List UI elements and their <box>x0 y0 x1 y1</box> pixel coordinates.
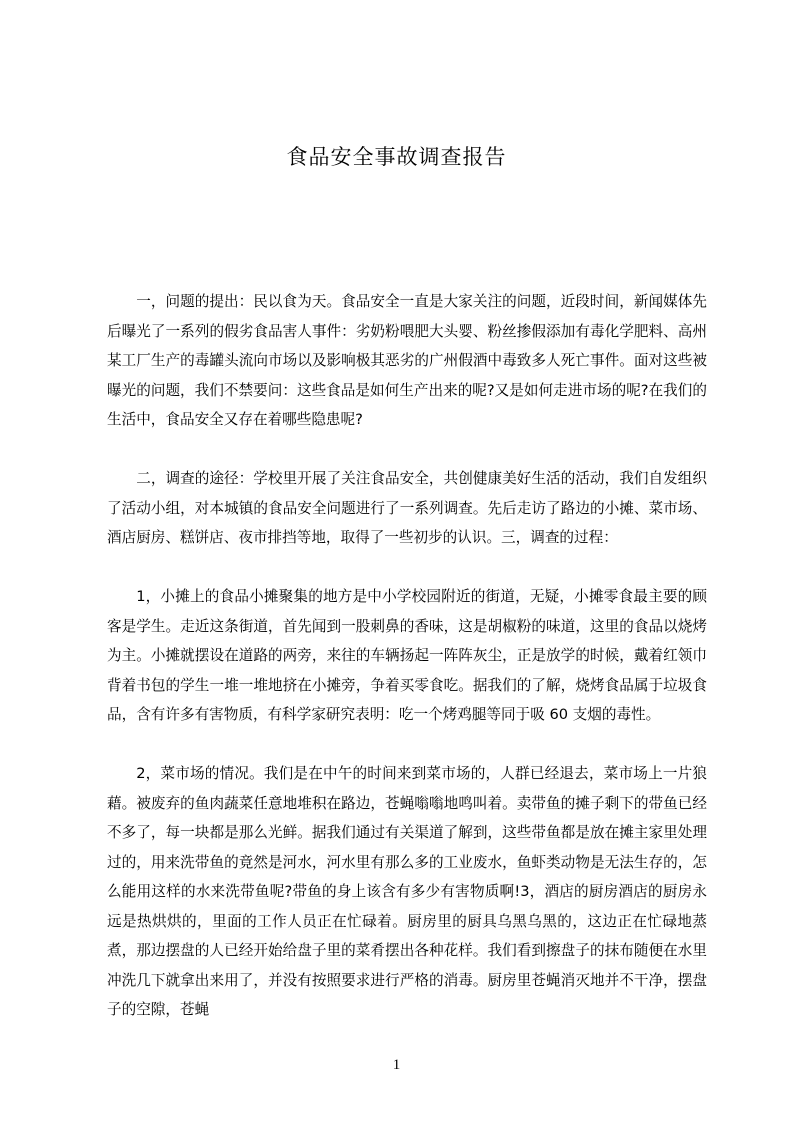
page-number: 1 <box>392 1057 401 1073</box>
paragraph-street-stalls: 1，小摊上的食品小摊聚集的地方是中小学校园附近的街道，无疑，小摊零食最主要的顾客是学生。走近这条街道，首先闻到一股刺鼻的香味，这是胡椒粉的味道，这里的食品以烧烤为主。小摊就摆设在道路的两旁，来往的车辆扬起一阵阵灰尘，正是放学的时候，戴着红领巾背着书包的学生一堆一堆地挤在小摊旁，争着买零食吃。据我们的了解，烧烤食品属于垃圾食品，含有许多有害物质，有科学家研究表明：吃一个烤鸡腿等同于吸 60 支烟的毒性。 <box>107 588 707 723</box>
paragraph-investigation-approach: 二，调查的途径：学校里开展了关注食品安全，共创健康美好生活的活动，我们自发组织了活动小组，对本城镇的食品安全问题进行了一系列调查。先后走访了路边的小摊、菜市场、酒店厨房、糕饼店、夜市排挡等地，取得了一些初步的认识。三，调查的过程： <box>107 470 707 546</box>
paragraph-market-and-kitchen: 2，菜市场的情况。我们是在中午的时间来到菜市场的，人群已经退去，菜市场上一片狼藉。被废弃的鱼肉蔬菜任意地堆积在路边，苍蝇嗡嗡地鸣叫着。卖带鱼的摊子剩下的带鱼已经不多了，每一块都是那么光鲜。据我们通过有关渠道了解到，这些带鱼都是放在摊主家里处理过的，用来洗带鱼的竟然是河水，河水里有那么多的工业废水，鱼虾类动物是无法生存的，怎么能用这样的水来洗带鱼呢?带鱼的身上该含有多少有害物质啊!3，酒店的厨房酒店的厨房永远是热烘烘的，里面的工作人员正在忙碌着。厨房里的厨具乌黑乌黑的，这边正在忙碌地蒸煮，那边摆盘的人已经开始给盘子里的菜肴摆出各种花样。我们看到擦盘子的抹布随便在水里冲洗几下就拿出来用了，并没有按照要求进行严格的消毒。厨房里苍蝇消灭地并不干净，摆盘子的空隙，苍蝇 <box>107 765 707 1018</box>
paragraph-problem-statement: 一，问题的提出：民以食为天。食品安全一直是大家关注的问题，近段时间，新闻媒体先后曝光了一系列的假劣食品害人事件：劣奶粉喂肥大头婴、粉丝掺假添加有毒化学肥料、高州某工厂生产的毒罐头流向市场以及影响极其恶劣的广州假酒中毒致多人死亡事件。面对这些被曝光的问题，我们不禁要问：这些食品是如何生产出来的呢?又是如何走进市场的呢?在我们的生活中，食品安全又存在着哪些隐患呢? <box>107 293 707 428</box>
document-title: 食品安全事故调查报告 <box>286 145 507 169</box>
document-body <box>107 287 707 1054</box>
